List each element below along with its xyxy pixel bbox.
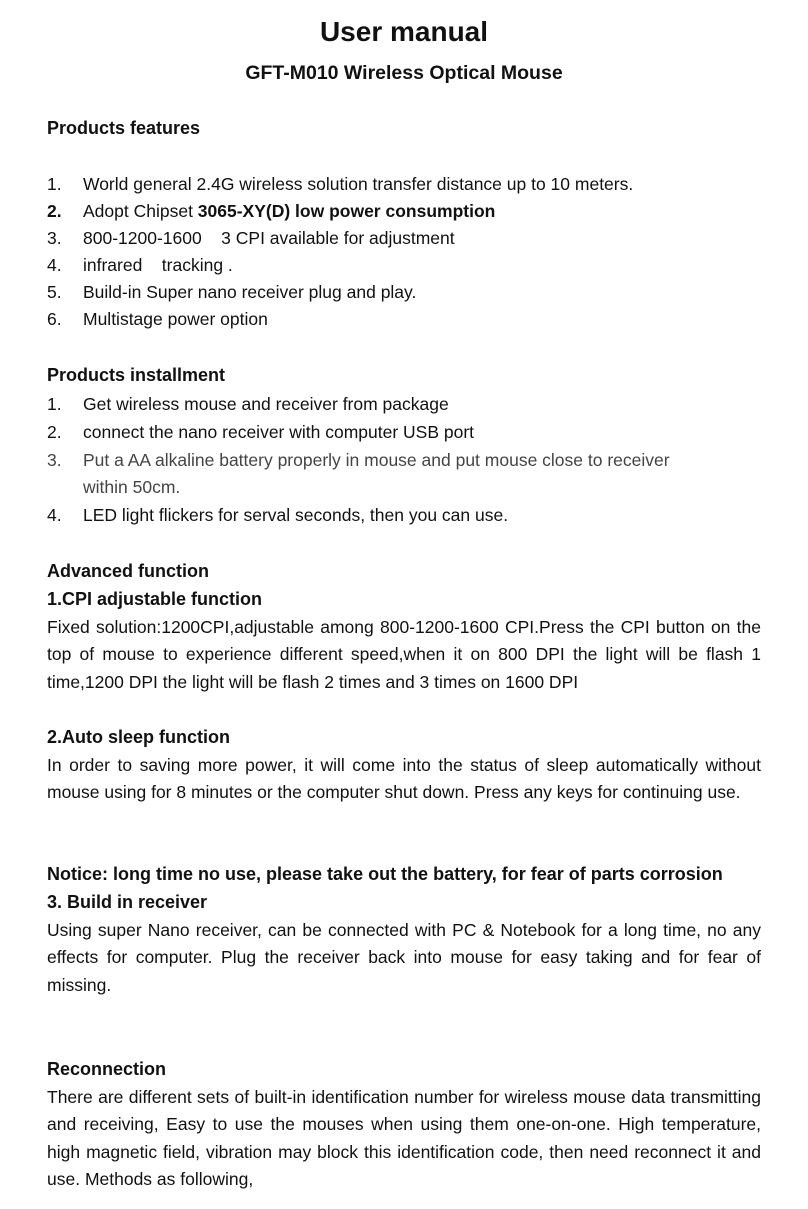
sleep-paragraph: In order to saving more power, it will come into the status of sleep automatically without mouse using for 8 minutes or the computer shut down. Press any keys for continuing use. xyxy=(47,755,761,803)
installment-heading: Products installment xyxy=(47,365,226,385)
install-step-text: LED light flickers for serval seconds, then you can use. xyxy=(83,505,509,525)
feature-text-bold: 3065-XY(D) low power consumption xyxy=(197,201,496,221)
cpi-heading: 1.CPI adjustable function xyxy=(47,589,263,609)
feature-number: 3. xyxy=(47,228,62,248)
install-step-number: 1. xyxy=(47,394,62,414)
install-step-number: 4. xyxy=(47,505,62,525)
sleep-heading: 2.Auto sleep function xyxy=(47,727,231,747)
feature-text: 800-1200-1600 3 CPI available for adjustment xyxy=(83,228,455,248)
install-step-text: connect the nano receiver with computer USB port xyxy=(83,422,475,442)
feature-text xyxy=(83,198,495,225)
feature-text: Build-in Super nano receiver plug and play. xyxy=(83,282,417,302)
feature-number: 2. xyxy=(47,201,62,221)
install-step-text: Get wireless mouse and receiver from package xyxy=(83,394,449,414)
install-step-number: 3. xyxy=(47,450,62,470)
feature-text: infrared tracking . xyxy=(83,255,233,275)
feature-text: Multistage power option xyxy=(83,309,268,329)
feature-number: 6. xyxy=(47,309,62,329)
install-step-text-continued: within 50cm. xyxy=(83,477,181,497)
receiver-heading: 3. Build in receiver xyxy=(47,892,208,912)
feature-number: 5. xyxy=(47,282,62,302)
product-subtitle: GFT-M010 Wireless Optical Mouse xyxy=(245,62,563,84)
page-title: User manual xyxy=(319,16,489,47)
install-step-number: 2. xyxy=(47,422,62,442)
features-heading: Products features xyxy=(47,118,201,138)
cpi-paragraph: Fixed solution:1200CPI,adjustable among 800-1200-1600 CPI.Press the CPI button on the top of mouse to experience different speed,when it on 800 DPI the light will be flash 1 time,1200 DPI the light will be flash 2 times and 3 times on 1600 DPI xyxy=(47,617,761,692)
reconnection-paragraph: There are different sets of built-in identification number for wireless mouse data transmitting and receiving, Easy to use the mouses when using them one-on-one. High temperature, high magnetic field, vibration may block this identification code, then need reconnect it and use. Methods as following, xyxy=(47,1087,761,1189)
reconnection-heading: Reconnection xyxy=(47,1059,167,1079)
advanced-heading: Advanced function xyxy=(47,561,210,581)
feature-number: 1. xyxy=(47,174,62,194)
feature-text: World general 2.4G wireless solution transfer distance up to 10 meters. xyxy=(83,174,634,194)
install-step-text: Put a AA alkaline battery properly in mouse and put mouse close to receiver xyxy=(83,450,670,470)
receiver-paragraph: Using super Nano receiver, can be connected with PC & Notebook for a long time, no any effects for computer. Plug the receiver back into mouse for easy taking and for fear of missing. xyxy=(47,920,761,995)
feature-text-plain: Adopt Chipset xyxy=(83,201,198,221)
notice-text: Notice: long time no use, please take out the battery, for fear of parts corrosion xyxy=(47,864,723,884)
feature-number: 4. xyxy=(47,255,62,275)
